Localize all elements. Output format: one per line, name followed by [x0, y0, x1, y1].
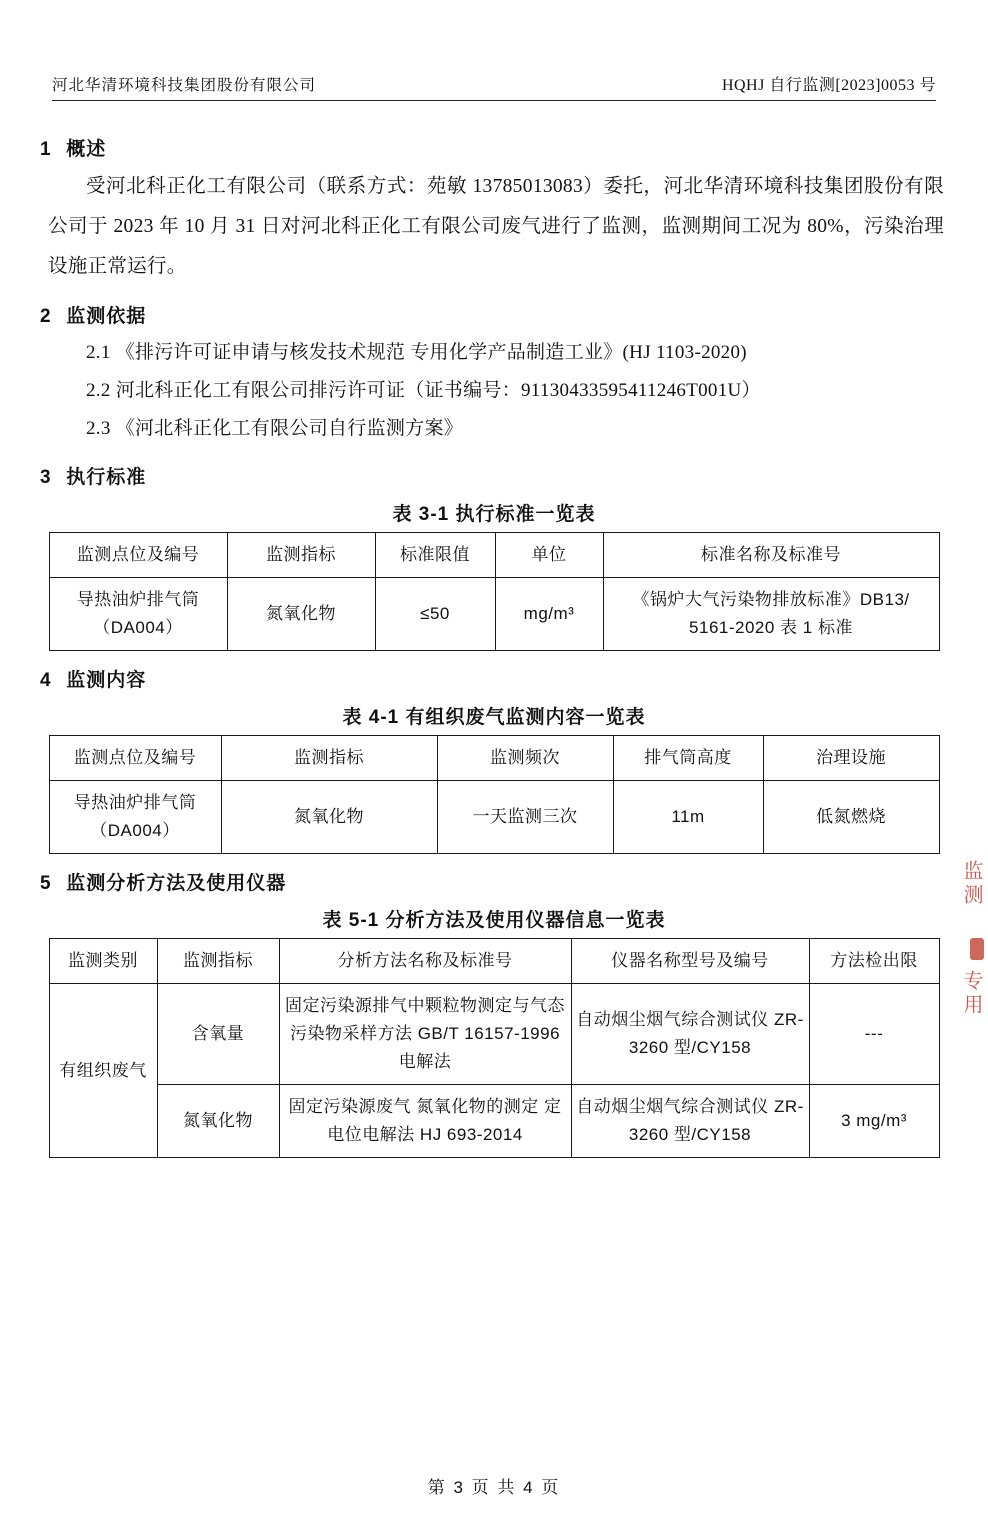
th-point: 监测点位及编号 — [49, 736, 221, 781]
cell-detection: 3 mg/m³ — [809, 1085, 939, 1158]
cell-index: 氮氧化物 — [221, 781, 437, 854]
th-limit: 标准限值 — [375, 533, 495, 578]
section-title-2: 监测依据 — [66, 306, 147, 327]
cell-index: 氮氧化物 — [227, 578, 375, 651]
section-title-5: 监测分析方法及使用仪器 — [66, 873, 287, 894]
cell-height: 11m — [613, 781, 763, 854]
th-facility: 治理设施 — [763, 736, 939, 781]
th-detection: 方法检出限 — [809, 939, 939, 984]
overview-paragraph: 受河北科正化工有限公司（联系方式：苑敏 13785013083）委托，河北华清环境科技集团股份有限公司于 2023 年 10 月 31 日对河北科正化工有限公司废气进行了监测，监测期间工况为 80%，污染治理设施正常运行。 — [48, 176, 944, 277]
stamp-blob — [970, 938, 984, 960]
section-heading-content — [34, 665, 954, 692]
stamp-mark-top: 监测 — [960, 860, 982, 908]
header-document-number: HQHJ 自行监测[2023]0053 号 — [721, 77, 936, 94]
section-title-1: 概述 — [66, 139, 107, 160]
basis-item-1: 2.1 《排污许可证申请与核发技术规范 专用化学产品制造工业》(HJ 1103-2020) — [86, 342, 747, 363]
th-instrument: 仪器名称型号及编号 — [571, 939, 809, 984]
section-number-4: 4 — [40, 670, 52, 691]
table-4-1 — [49, 735, 940, 854]
cell-method: 固定污染源排气中颗粒物测定与气态污染物采样方法 GB/T 16157-1996 电解法 — [279, 984, 571, 1085]
th-index: 监测指标 — [227, 533, 375, 578]
cell-frequency: 一天监测三次 — [437, 781, 613, 854]
table-row-header — [49, 736, 939, 781]
table-5-1-caption: 表 5-1 分析方法及使用仪器信息一览表 — [322, 910, 666, 931]
cell-method: 固定污染源废气 氮氧化物的测定 定电位电解法 HJ 693-2014 — [279, 1085, 571, 1158]
th-standard: 标准名称及标准号 — [603, 533, 939, 578]
th-height: 排气筒高度 — [613, 736, 763, 781]
page-footer: 第 3 页 共 4 页 — [427, 1478, 561, 1497]
th-frequency: 监测频次 — [437, 736, 613, 781]
table-row-header — [49, 939, 939, 984]
table-row-header — [49, 533, 939, 578]
section-number-2: 2 — [40, 306, 52, 327]
section-heading-overview — [34, 134, 954, 161]
cell-limit: ≤50 — [375, 578, 495, 651]
cell-point: 导热油炉排气筒（DA004） — [49, 781, 221, 854]
basis-item-3: 2.3 《河北科正化工有限公司自行监测方案》 — [86, 418, 464, 439]
cell-unit: mg/m³ — [495, 578, 603, 651]
cell-detection: --- — [809, 984, 939, 1085]
table-5-1 — [49, 938, 940, 1158]
cell-standard: 《锅炉大气污染物排放标准》DB13/ 5161-2020 表 1 标准 — [603, 578, 939, 651]
cell-instrument: 自动烟尘烟气综合测试仪 ZR-3260 型/CY158 — [571, 984, 809, 1085]
th-method: 分析方法名称及标准号 — [279, 939, 571, 984]
page-header — [52, 72, 936, 95]
th-category: 监测类别 — [49, 939, 157, 984]
document-content — [34, 120, 954, 1164]
cell-index: 含氧量 — [157, 984, 279, 1085]
section-title-3: 执行标准 — [66, 467, 147, 488]
th-index: 监测指标 — [157, 939, 279, 984]
basis-item-2: 2.2 河北科正化工有限公司排污许可证（证书编号：91130433595411246T001U） — [86, 380, 761, 401]
table-row — [49, 1085, 939, 1158]
th-unit: 单位 — [495, 533, 603, 578]
header-company: 河北华清环境科技集团股份有限公司 — [52, 77, 317, 94]
section-number-1: 1 — [40, 139, 52, 160]
section-heading-methods — [34, 868, 954, 895]
section-heading-basis — [34, 301, 954, 328]
table-4-1-caption: 表 4-1 有组织废气监测内容一览表 — [342, 707, 646, 728]
cell-category: 有组织废气 — [49, 984, 157, 1158]
table-3-1 — [49, 532, 940, 651]
table-3-1-caption: 表 3-1 执行标准一览表 — [392, 504, 596, 525]
cell-point: 导热油炉排气筒（DA004） — [49, 578, 227, 651]
section-number-3: 3 — [40, 467, 52, 488]
cell-index: 氮氧化物 — [157, 1085, 279, 1158]
table-row — [49, 984, 939, 1085]
header-divider — [52, 100, 936, 101]
red-stamp-artifact — [960, 860, 988, 1080]
table-row — [49, 781, 939, 854]
th-point: 监测点位及编号 — [49, 533, 227, 578]
section-number-5: 5 — [40, 873, 52, 894]
section-title-4: 监测内容 — [66, 670, 147, 691]
section-heading-standards — [34, 462, 954, 489]
table-row — [49, 578, 939, 651]
cell-instrument: 自动烟尘烟气综合测试仪 ZR-3260 型/CY158 — [571, 1085, 809, 1158]
th-index: 监测指标 — [221, 736, 437, 781]
stamp-mark-bottom: 专用 — [960, 970, 982, 1018]
cell-facility: 低氮燃烧 — [763, 781, 939, 854]
